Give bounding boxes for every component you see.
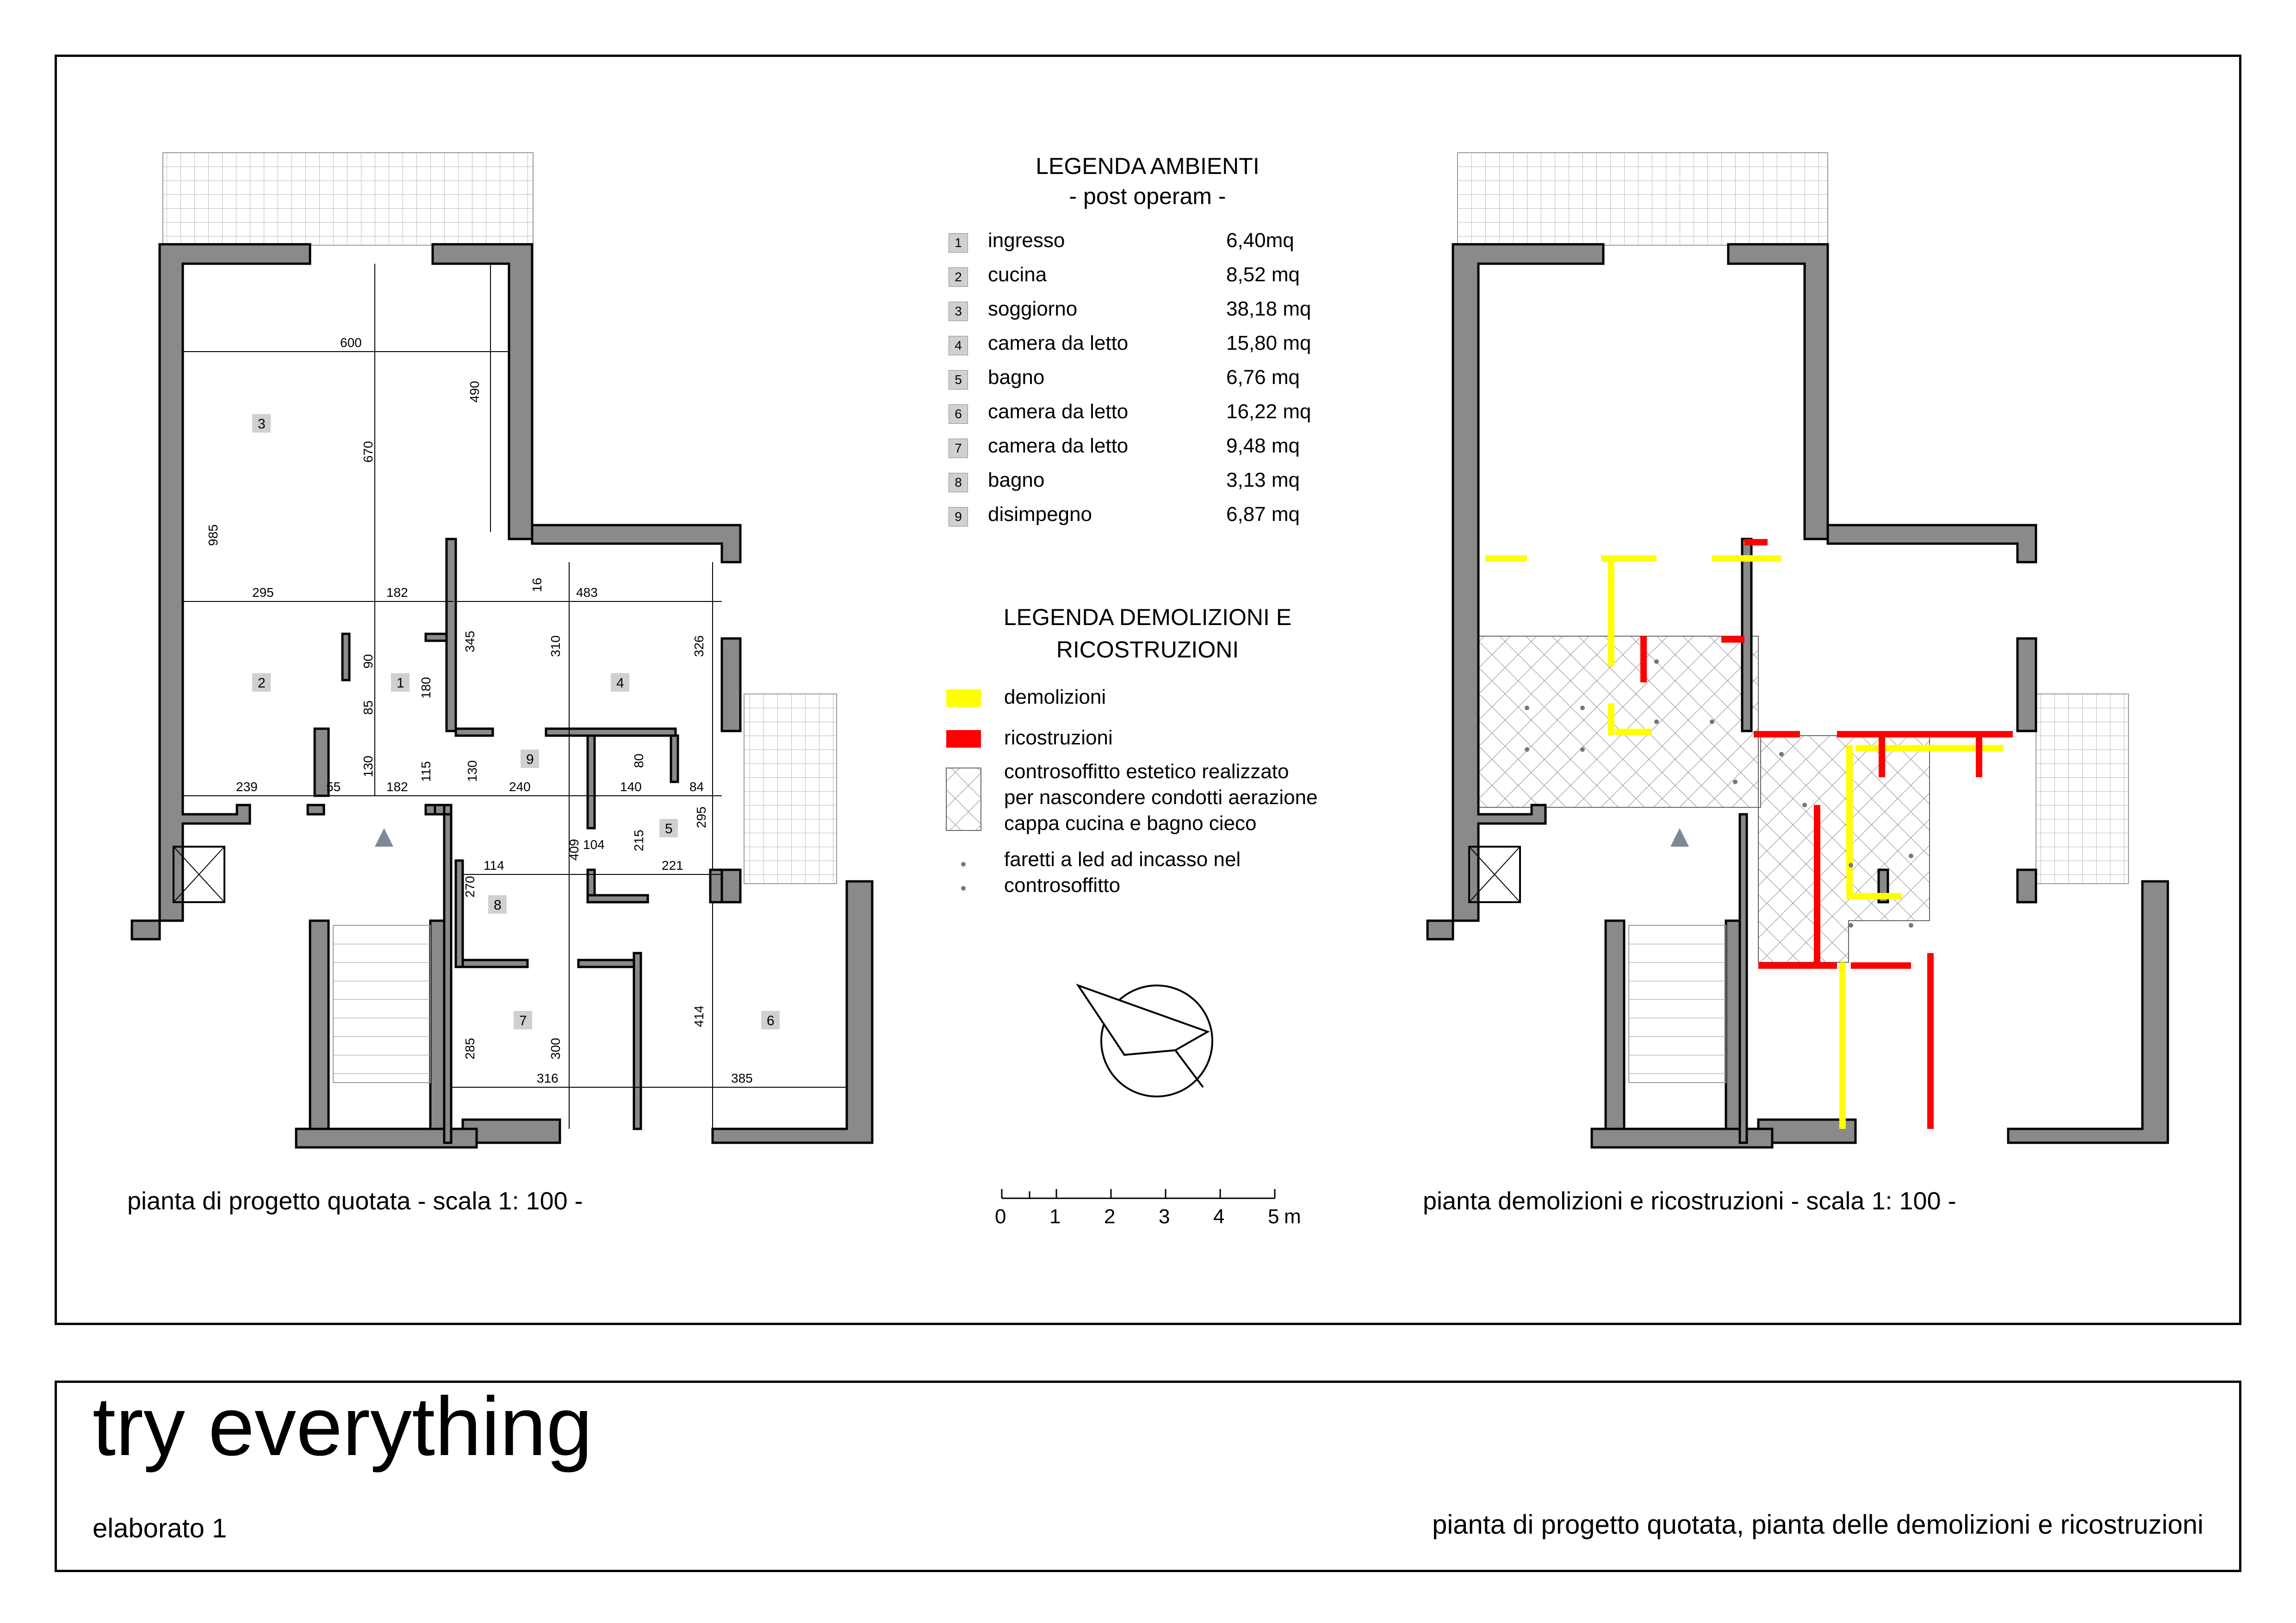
legend-demolitions-title-1: LEGENDA DEMOLIZIONI E: [1003, 604, 1292, 630]
legend-rooms-subtitle: - post operam -: [1069, 183, 1226, 209]
sheet-description: pianta di progetto quotata, pianta delle demolizioni e ricostruzioni: [1432, 1510, 2203, 1540]
legend-reconstruction-label: ricostruzioni: [1004, 726, 1113, 749]
dim-label: 490: [467, 381, 482, 403]
stairs: [333, 925, 430, 1083]
dim-label: 285: [463, 1038, 477, 1059]
dim-label: 85: [361, 700, 375, 715]
dim-label: 345: [463, 631, 477, 652]
north-arrow: [1078, 985, 1212, 1096]
dim-label: 483: [576, 585, 598, 600]
dim-label: 409: [567, 839, 581, 861]
scale-unit: m: [1284, 1205, 1301, 1228]
dim-label: 295: [694, 806, 708, 828]
legend-demolitions-title-2: RICOSTRUZIONI: [1056, 637, 1239, 663]
legend-row: 8 bagno 3,13 mq: [949, 469, 968, 492]
dim-label: 670: [361, 441, 375, 463]
swatch-demolition: [946, 689, 981, 707]
dim-label: 310: [548, 635, 563, 657]
dimension-labels: [206, 335, 753, 1085]
dim-label: 140: [620, 780, 642, 794]
room-tag-5: 5: [665, 821, 673, 836]
balcony-top: [163, 153, 533, 245]
scale-tick-0: 0: [995, 1205, 1006, 1228]
dim-label: 600: [340, 335, 362, 350]
dim-label: 182: [386, 780, 408, 794]
scale-tick-3: 3: [1159, 1205, 1170, 1228]
scale-tick-2: 2: [1104, 1205, 1116, 1228]
legend-rooms-title: LEGENDA AMBIENTI: [1036, 153, 1260, 179]
plan-left: [132, 153, 872, 1147]
balcony-top-right: [1458, 153, 1828, 245]
dim-label: 240: [509, 780, 531, 794]
entrance-arrow: [375, 828, 393, 847]
legend-row: 6 camera da letto 16,22 mq: [949, 400, 968, 424]
outer-walls: [132, 244, 310, 939]
dim-label: 55: [326, 780, 341, 794]
left-plan-caption: pianta di progetto quotata - scala 1: 100 -: [127, 1187, 583, 1215]
legend-row: 7 camera da letto 9,48 mq: [949, 434, 968, 458]
legend-row: 1 ingresso 6,40mq: [949, 229, 968, 253]
legend-row: 9 disimpegno 6,87 mq: [949, 503, 968, 527]
dim-label: 130: [361, 756, 375, 777]
entrance-arrow-right: [1670, 828, 1689, 847]
scale-tick-1: 1: [1049, 1205, 1061, 1228]
plan-right: [1427, 153, 2168, 1147]
dim-label: 414: [692, 1005, 706, 1027]
legend-led-label: faretti a led ad incasso nel controsoffitto: [1004, 848, 1241, 897]
legend-row: 4 camera da letto 15,80 mq: [949, 332, 968, 355]
room-tag-6: 6: [767, 1013, 775, 1028]
room-tag-4: 4: [616, 675, 624, 691]
scale-tick-5: 5: [1268, 1205, 1279, 1228]
sheet-title: try everything: [93, 1380, 593, 1473]
dim-label: 130: [465, 760, 479, 782]
right-plan-caption: pianta demolizioni e ricostruzioni - scala 1: 100 -: [1423, 1187, 1956, 1215]
dim-label: 326: [692, 635, 706, 657]
dim-label: 115: [419, 761, 433, 782]
dim-label: 385: [731, 1071, 753, 1085]
legend-row: 5 bagno 6,76 mq: [949, 366, 968, 390]
swatch-reconstruction: [946, 730, 981, 748]
dim-label: 239: [236, 780, 258, 794]
dim-label: 221: [662, 858, 683, 873]
room-tag-9: 9: [526, 752, 534, 767]
stairs-right: [1629, 925, 1726, 1083]
dim-label: 300: [548, 1038, 563, 1059]
dim-label: 104: [583, 837, 605, 852]
dim-label: 985: [206, 524, 220, 546]
dim-label: 316: [537, 1071, 558, 1085]
scale-tick-4: 4: [1213, 1205, 1225, 1228]
legend-demolition-label: demolizioni: [1004, 686, 1106, 708]
room-tag-7: 7: [519, 1013, 527, 1028]
false-ceiling-area: [1478, 636, 1930, 962]
balcony-right-right: [2036, 694, 2128, 884]
room-tag-2: 2: [258, 675, 266, 691]
room-tag-8: 8: [494, 898, 502, 913]
dim-label: 16: [530, 577, 544, 592]
dim-label: 84: [689, 780, 704, 794]
dim-label: 295: [252, 585, 274, 600]
dim-label: 80: [632, 753, 646, 768]
dim-label: 90: [361, 654, 375, 669]
legend-row: 3 soggiorno 38,18 mq: [949, 297, 968, 321]
scale-bar: [1002, 1189, 1275, 1198]
room-tag-1: 1: [397, 675, 404, 691]
legend-row: 2 cucina 8,52 mq: [949, 263, 968, 287]
dim-label: 182: [386, 585, 408, 600]
dim-label: 270: [463, 876, 477, 898]
sheet-elaborato: elaborato 1: [93, 1513, 227, 1543]
dim-label: 180: [419, 677, 433, 699]
room-tag-3: 3: [258, 416, 266, 432]
balcony-right: [744, 694, 837, 884]
legend-false-ceiling-label: controsoffitto estetico realizzato per nascondere condotti aerazione cappa cucina e bagno cieco: [1004, 760, 1318, 835]
dim-label: 114: [484, 858, 504, 873]
dim-label: 215: [632, 830, 646, 851]
